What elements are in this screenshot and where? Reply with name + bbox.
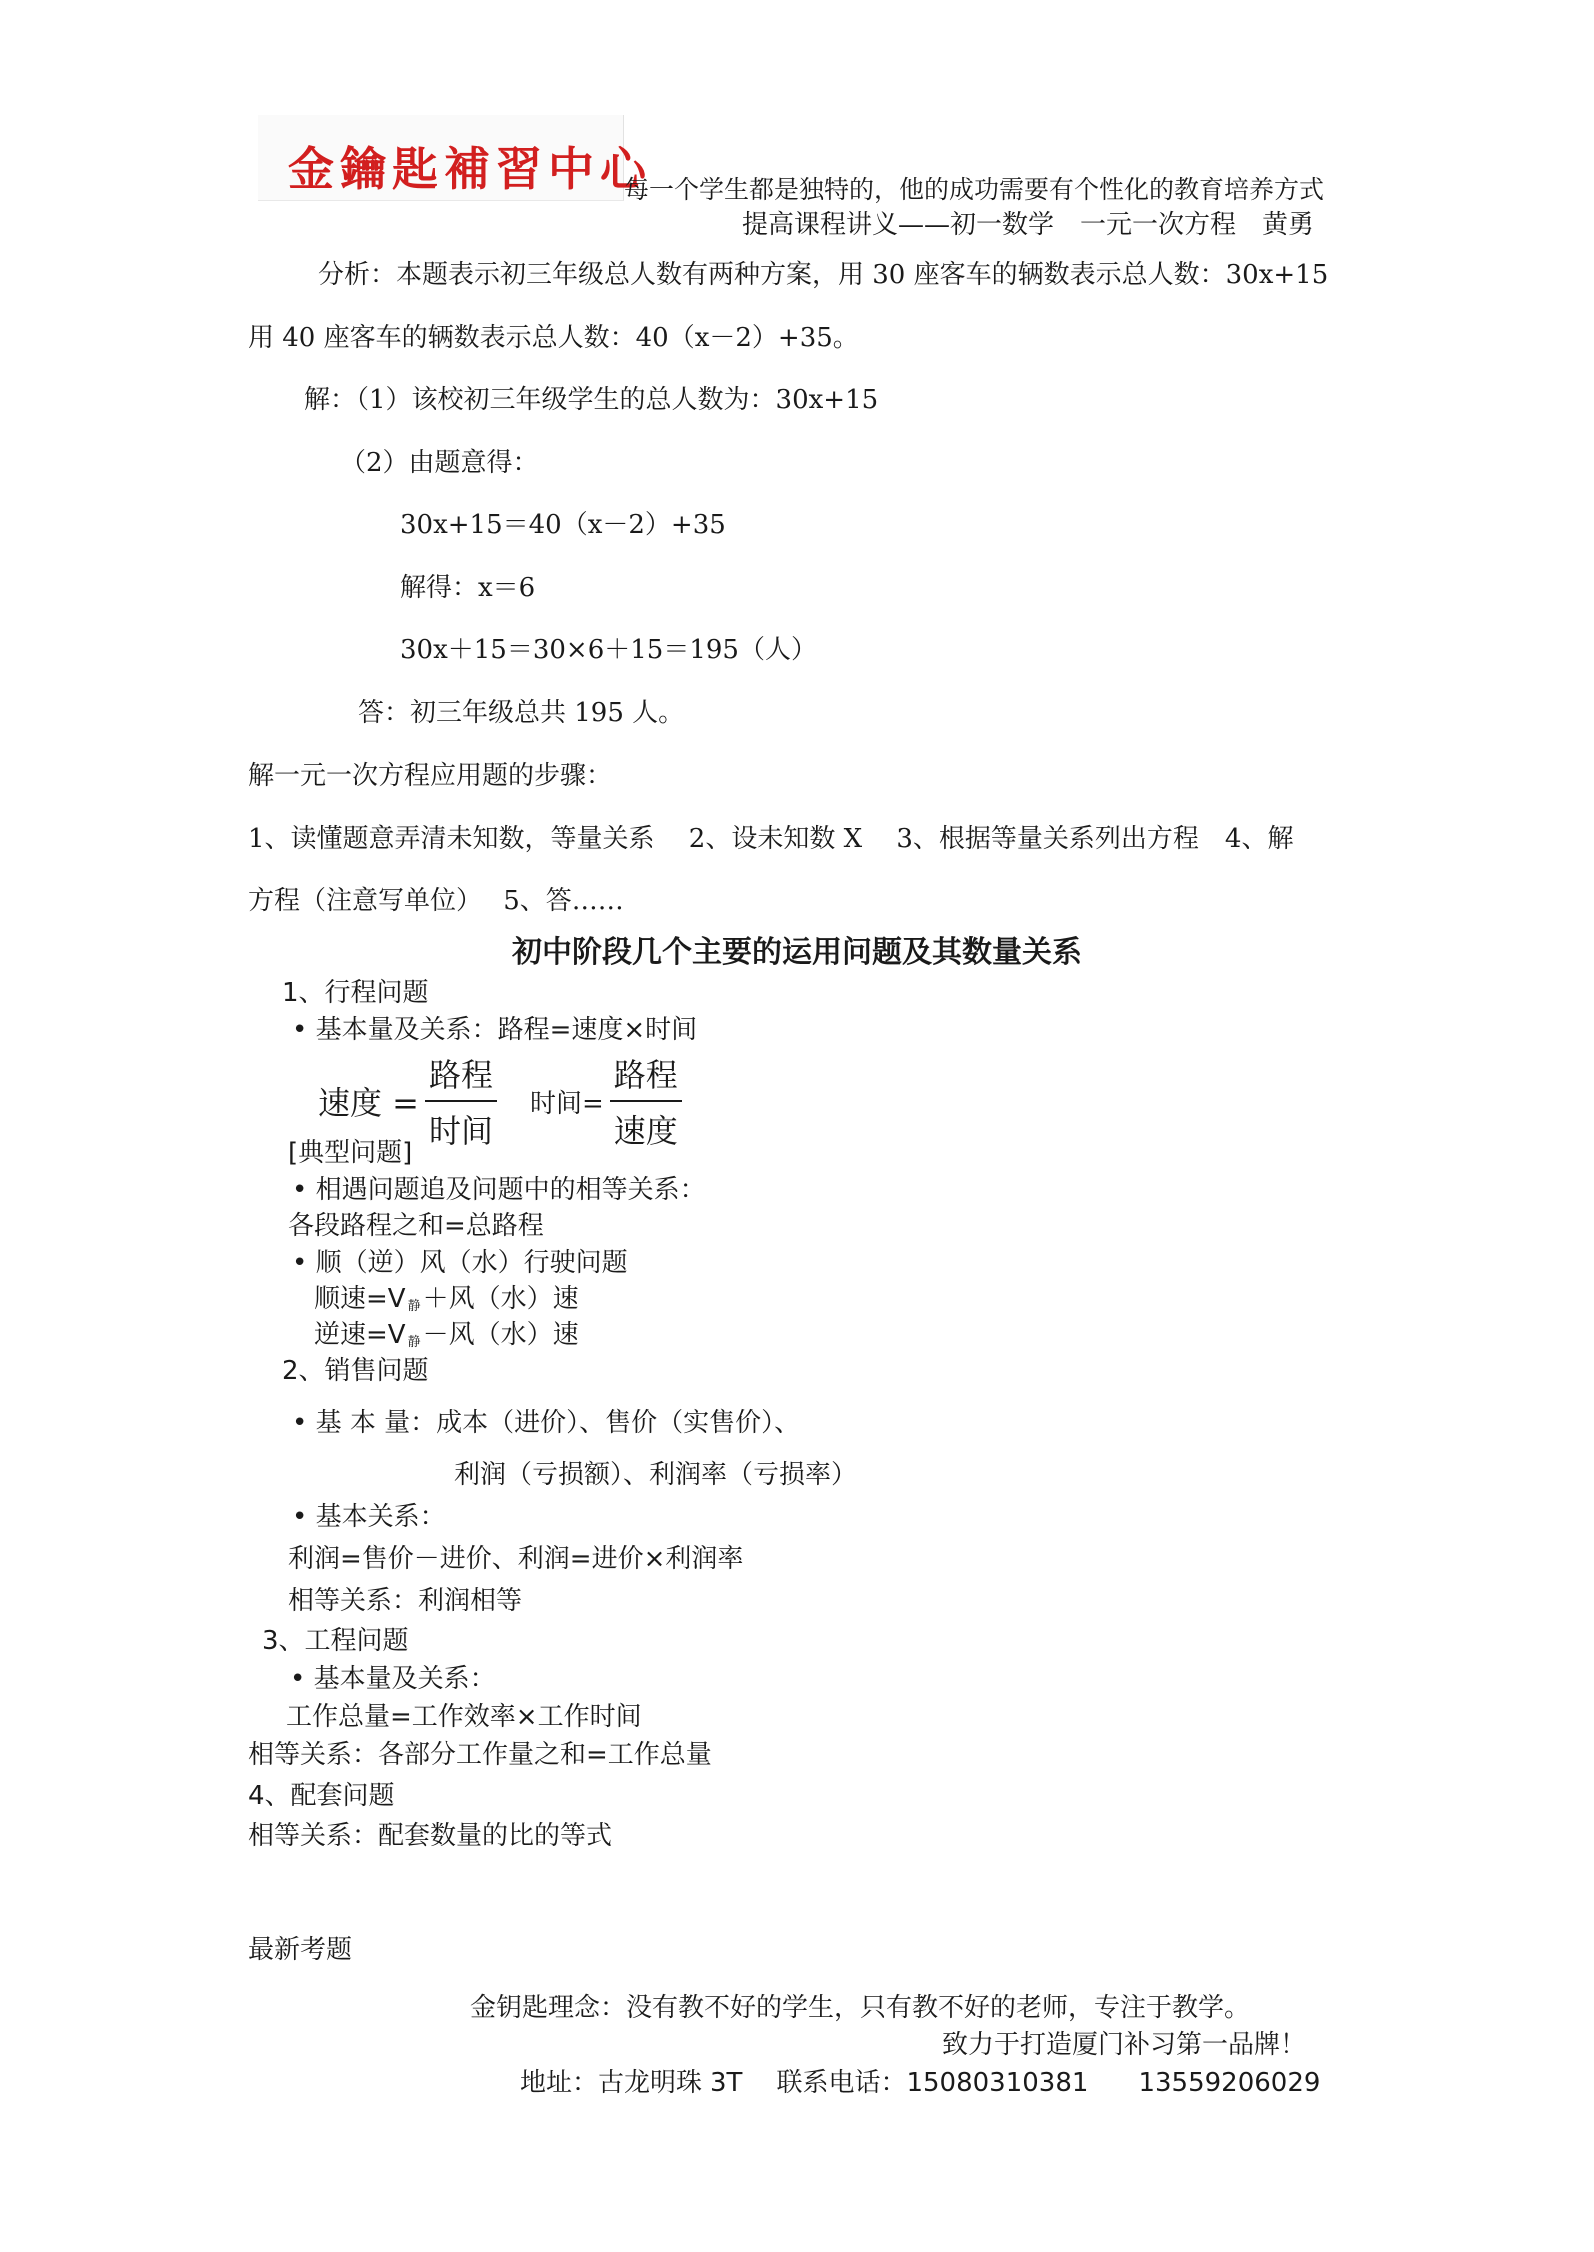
sales-basic-2: 利润（亏损额）、利润率（亏损率） bbox=[454, 1460, 858, 1490]
work-heading: 3、工程问题 bbox=[262, 1626, 409, 1656]
time-numerator: 路程 bbox=[610, 1050, 682, 1102]
time-label: 时间= bbox=[530, 1088, 604, 1119]
steps-title: 解一元一次方程应用题的步骤： bbox=[248, 761, 613, 791]
travel-basic: • 基本量及关系：路程=速度×时间 bbox=[292, 1015, 698, 1045]
footer-philosophy: 金钥匙理念：没有教不好的学生，只有教不好的老师，专注于教学。 bbox=[470, 1993, 1251, 2023]
course-title: 提高课程讲义——初一数学 一元一次方程 黄勇 bbox=[742, 210, 1315, 240]
footer-slogan: 致力于打造厦门补习第一品牌！ bbox=[942, 2030, 1307, 2060]
match-heading: 4、配套问题 bbox=[248, 1781, 395, 1811]
footer-contact bbox=[520, 2070, 1320, 2096]
work-equal: 相等关系：各部分工作量之和=工作总量 bbox=[248, 1740, 712, 1770]
meet-problem: • 相遇问题追及问题中的相等关系： bbox=[292, 1175, 706, 1205]
equation-2: 解得：x＝6 bbox=[400, 573, 536, 603]
latest-questions: 最新考题 bbox=[248, 1935, 353, 1965]
analysis-line-1: 分析：本题表示初三年级总人数有两种方案，用 30 座客车的辆数表示总人数：30x+15 bbox=[318, 260, 1329, 290]
time-formula bbox=[530, 1050, 682, 1152]
solution-step-2: （2）由题意得： bbox=[340, 448, 539, 478]
solution-step-1: 解：（1）该校初三年级学生的总人数为：30x+15 bbox=[304, 385, 879, 415]
typical-problems: [典型问题] bbox=[288, 1138, 413, 1168]
phone-2: 13559206029 bbox=[1138, 2068, 1321, 2098]
logo: 金鑰匙補習中心 bbox=[288, 142, 652, 196]
equation-3: 30x＋15＝30×6＋15＝195（人） bbox=[400, 635, 817, 665]
address-label: 地址：古龙明珠 bbox=[520, 2068, 703, 2098]
meet-relation: 各段路程之和=总路程 bbox=[288, 1211, 544, 1241]
address-code: 3T bbox=[710, 2068, 743, 2098]
match-equal: 相等关系：配套数量的比的等式 bbox=[248, 1821, 613, 1851]
speed-numerator: 路程 bbox=[425, 1050, 497, 1102]
answer: 答：初三年级总共 195 人。 bbox=[358, 698, 685, 728]
analysis-line-2: 用 40 座客车的辆数表示总人数：40（x－2）+35。 bbox=[248, 323, 859, 353]
motto: 每一个学生都是独特的，他的成功需要有个性化的教育培养方式 bbox=[624, 175, 1325, 204]
time-denominator: 速度 bbox=[613, 1112, 678, 1150]
speed-denominator: 时间 bbox=[429, 1112, 494, 1150]
sales-equal: 相等关系：利润相等 bbox=[288, 1586, 523, 1616]
equation-1: 30x+15＝40（x－2）+35 bbox=[400, 510, 726, 540]
sales-basic-1: • 基 本 量：成本（进价）、售价（实售价）、 bbox=[292, 1408, 801, 1438]
work-relation: 工作总量=工作效率×工作时间 bbox=[286, 1702, 642, 1732]
wind-problem: • 顺（逆）风（水）行驶问题 bbox=[292, 1248, 628, 1278]
sales-heading: 2、销售问题 bbox=[282, 1356, 429, 1386]
work-basic: • 基本量及关系： bbox=[290, 1664, 496, 1694]
upstream-speed: 逆速=V $_静$－风（水）速 bbox=[314, 1320, 579, 1350]
sales-relation: 利润=售价－进价、利润=进价×利润率 bbox=[288, 1544, 744, 1574]
phone-1: 15080310381 bbox=[906, 2068, 1089, 2098]
section-title: 初中阶段几个主要的运用问题及其数量关系 bbox=[512, 935, 1082, 970]
steps-line-2: 方程（注意写单位） 5、答…… bbox=[248, 886, 624, 916]
sales-relation-title: • 基本关系： bbox=[292, 1502, 446, 1532]
steps-line-1: 1、读懂题意弄清未知数，等量关系 2、设未知数 X 3、根据等量关系列出方程 4、解 bbox=[248, 824, 1294, 854]
downstream-speed: 顺速=V $_静$＋风（水）速 bbox=[314, 1284, 579, 1314]
travel-heading: 1、行程问题 bbox=[282, 978, 429, 1008]
speed-label: 速度 = bbox=[318, 1084, 419, 1122]
speed-formula bbox=[318, 1050, 497, 1152]
phone-label: 联系电话： bbox=[776, 2068, 907, 2098]
